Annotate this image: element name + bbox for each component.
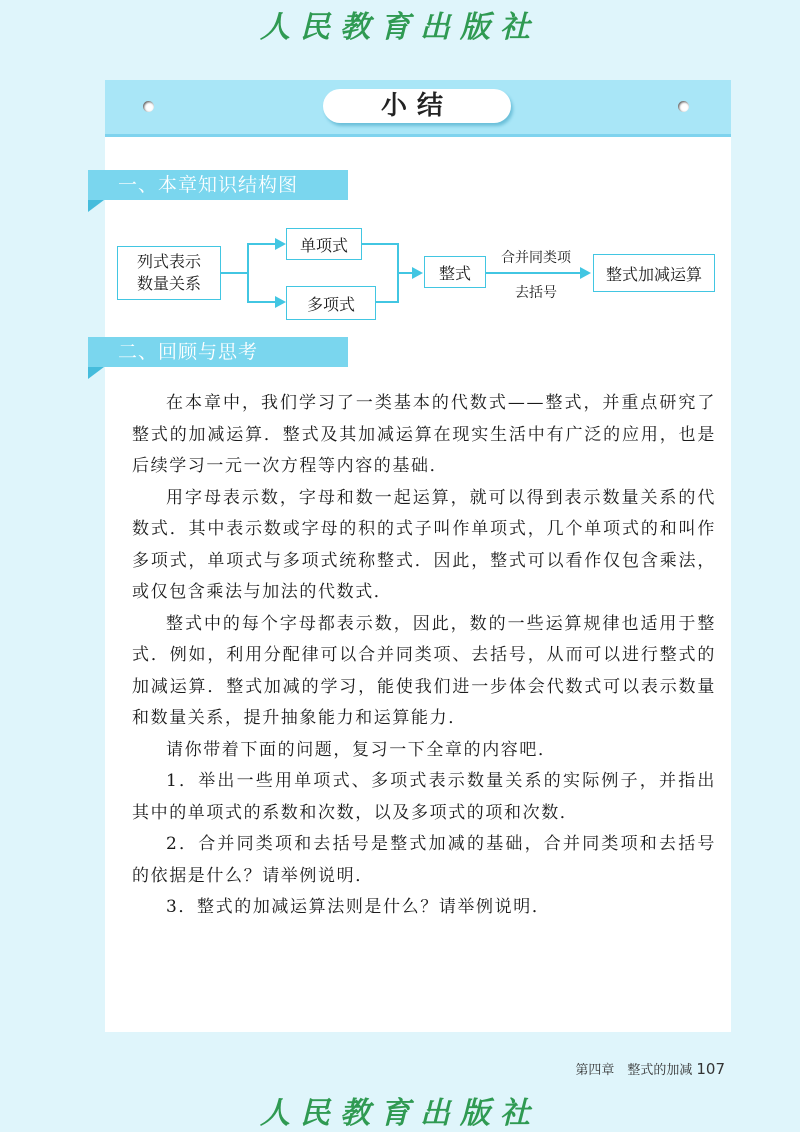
- connector-line: [362, 243, 399, 245]
- connector-line: [376, 301, 399, 303]
- page-number: 107: [696, 1060, 725, 1078]
- title-banner: [105, 80, 731, 137]
- connector-line: [247, 243, 249, 302]
- label-remove-brackets: 去括号: [515, 285, 557, 301]
- page-footer: [520, 1059, 725, 1078]
- arrowhead-icon: [580, 267, 591, 279]
- punch-hole-left: [143, 101, 154, 112]
- connector-line: [221, 272, 248, 274]
- section-heading-structure: 一、本章知识结构图: [88, 170, 348, 200]
- publisher-logo-top: 人民教育出版社: [260, 10, 540, 45]
- label-combine-like-terms: 合并同类项: [501, 250, 571, 266]
- section-heading-tab: [88, 200, 104, 212]
- review-text: [132, 388, 716, 924]
- arrowhead-icon: [412, 267, 423, 279]
- publisher-logo-bottom: 人民教育出版社: [260, 1096, 540, 1131]
- question-item: 3．整式的加减运算法则是什么？请举例说明．: [166, 897, 551, 917]
- paragraph: 用字母表示数，字母和数一起运算，就可以得到表示数量关系的代数式．其中表示数或字母的积的式子叫作单项式，几个单项式的和叫作多项式，单项式与多项式统称整式．因此，整式可以看作仅包含乘法，或仅包含乘法与加法的代数式．: [132, 487, 716, 602]
- box-add-subtract-operations: 整式加减运算: [593, 254, 715, 292]
- question-item: 2．合并同类项和去括号是整式加减的基础，合并同类项和去括号的依据是什么？请举例说明．: [132, 834, 716, 886]
- section-heading-review: 二、回顾与思考: [88, 337, 348, 367]
- box-express-line2: 数量关系: [136, 274, 201, 293]
- connector-line: [247, 301, 277, 303]
- box-express-line1: 列式表示: [136, 252, 201, 271]
- box-integral-expression: 整式: [424, 256, 486, 288]
- box-polynomial: 多项式: [286, 286, 376, 320]
- section-heading-tab: [88, 367, 104, 379]
- box-express-relations: [117, 246, 221, 300]
- paragraph: 在本章中，我们学习了一类基本的代数式——整式，并重点研究了整式的加减运算．整式及其加减运算在现实生活中有广泛的应用，也是后续学习一元一次方程等内容的基础．: [132, 393, 716, 476]
- arrowhead-icon: [275, 238, 286, 250]
- paragraph: 请你带着下面的问题，复习一下全章的内容吧．: [166, 739, 557, 760]
- punch-hole-right: [678, 101, 689, 112]
- page-title: 小结: [323, 89, 511, 123]
- chapter-label: 第四章 整式的加减: [575, 1063, 693, 1078]
- question-item: 1．举出一些用单项式、多项式表示数量关系的实际例子，并指出其中的单项式的系数和次数，以及多项式的项和次数．: [132, 771, 716, 823]
- arrowhead-icon: [275, 296, 286, 308]
- paragraph: 整式中的每个字母都表示数，因此，数的一些运算规律也适用于整式．例如，利用分配律可以合并同类项、去括号，从而可以进行整式的加减运算．整式加减的学习，能使我们进一步体会代数式可以表示数量和数量关系，提升抽象能力和运算能力．: [132, 613, 716, 728]
- box-monomial: 单项式: [286, 228, 362, 260]
- connector-line: [486, 272, 582, 274]
- connector-line: [247, 243, 277, 245]
